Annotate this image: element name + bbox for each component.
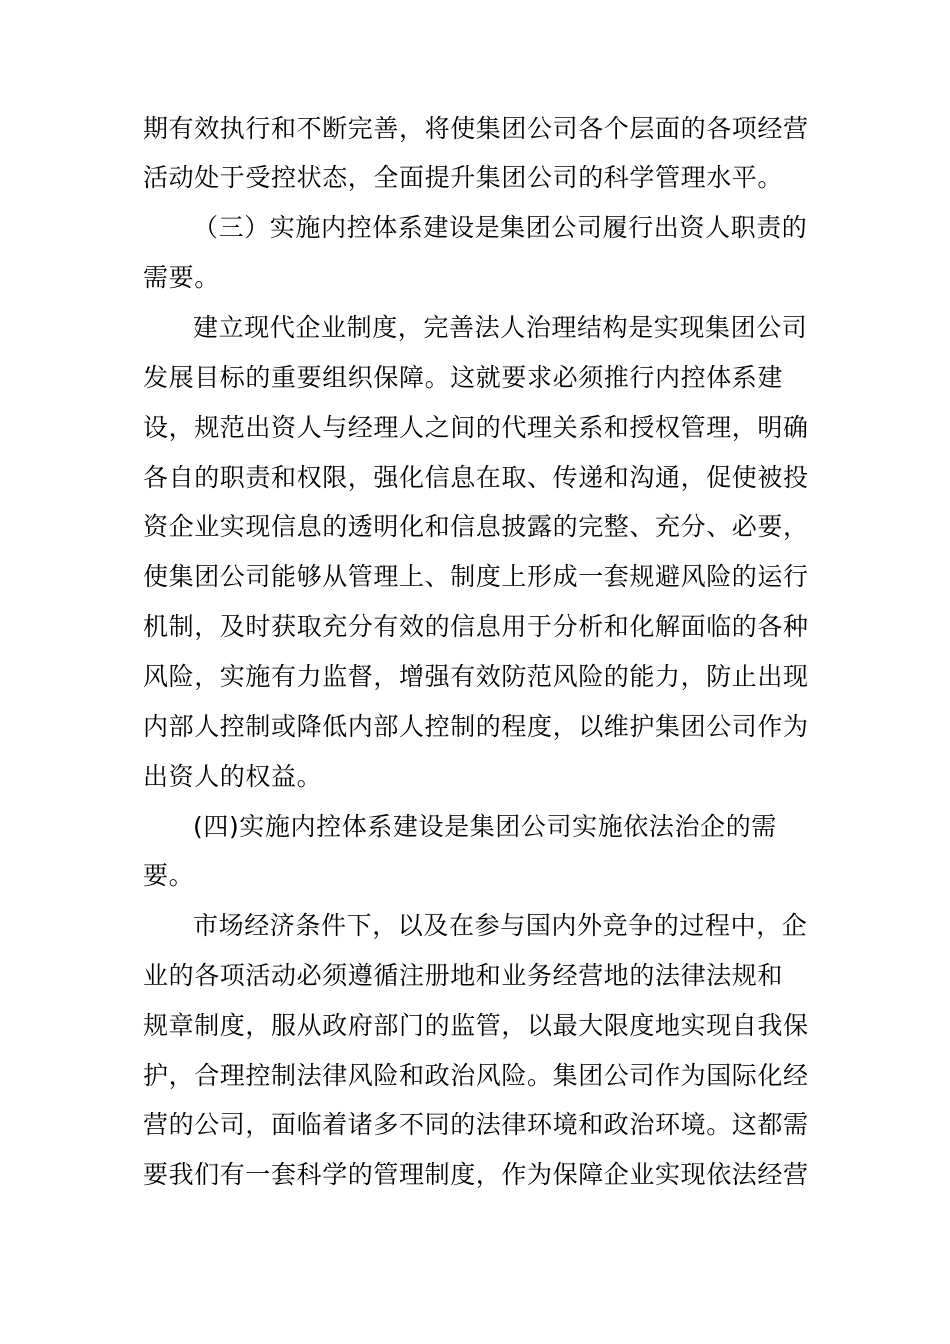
text-line: 内部人控制或降低内部人控制的程度，以维护集团公司作为 [143, 712, 809, 741]
text-line: 业的各项活动必须遵循注册地和业务经营地的法律法规和 [143, 961, 784, 990]
text-line: 规章制度，服从政府部门的监管，以最大限度地实现自我保 [143, 1011, 809, 1040]
section-heading-continued: 要。 [143, 861, 195, 890]
text-line: 期有效执行和不断完善，将使集团公司各个层面的各项经营 [143, 114, 809, 143]
text-line: 要我们有一套科学的管理制度，作为保障企业实现依法经营 [143, 1160, 809, 1189]
text-line: 活动处于受控状态，全面提升集团公司的科学管理水平。 [143, 163, 784, 192]
text-line: 建立现代企业制度，完善法人治理结构是实现集团公司 [193, 313, 808, 342]
text-line: 各自的职责和权限，强化信息在取、传递和沟通，促使被投 [143, 463, 809, 492]
text-line: 机制，及时获取充分有效的信息用于分析和化解面临的各种 [143, 612, 809, 641]
text-line: 市场经济条件下，以及在参与国内外竞争的过程中，企 [193, 911, 808, 940]
text-line: 风险，实施有力监督，增强有效防范风险的能力，防止出现 [143, 662, 809, 691]
text-line: 设，规范出资人与经理人之间的代理关系和授权管理，明确 [143, 413, 809, 442]
text-line: 使集团公司能够从管理上、制度上形成一套规避风险的运行 [143, 562, 809, 591]
section-heading: （三）实施内控体系建设是集团公司履行出资人职责的 [193, 213, 808, 242]
section-heading: (四)实施内控体系建设是集团公司实施依法治企的需 [193, 812, 777, 841]
text-line: 营的公司，面临着诸多不同的法律环境和政治环境。这都需 [143, 1110, 809, 1139]
text-line: 资企业实现信息的透明化和信息披露的完整、充分、必要， [143, 512, 809, 541]
section-heading-continued: 需要。 [143, 263, 220, 292]
text-line: 发展目标的重要组织保障。这就要求必须推行内控体系建 [143, 363, 784, 392]
text-line: 出资人的权益。 [143, 762, 323, 791]
text-line: 护，合理控制法律风险和政治风险。集团公司作为国际化经 [143, 1061, 809, 1090]
